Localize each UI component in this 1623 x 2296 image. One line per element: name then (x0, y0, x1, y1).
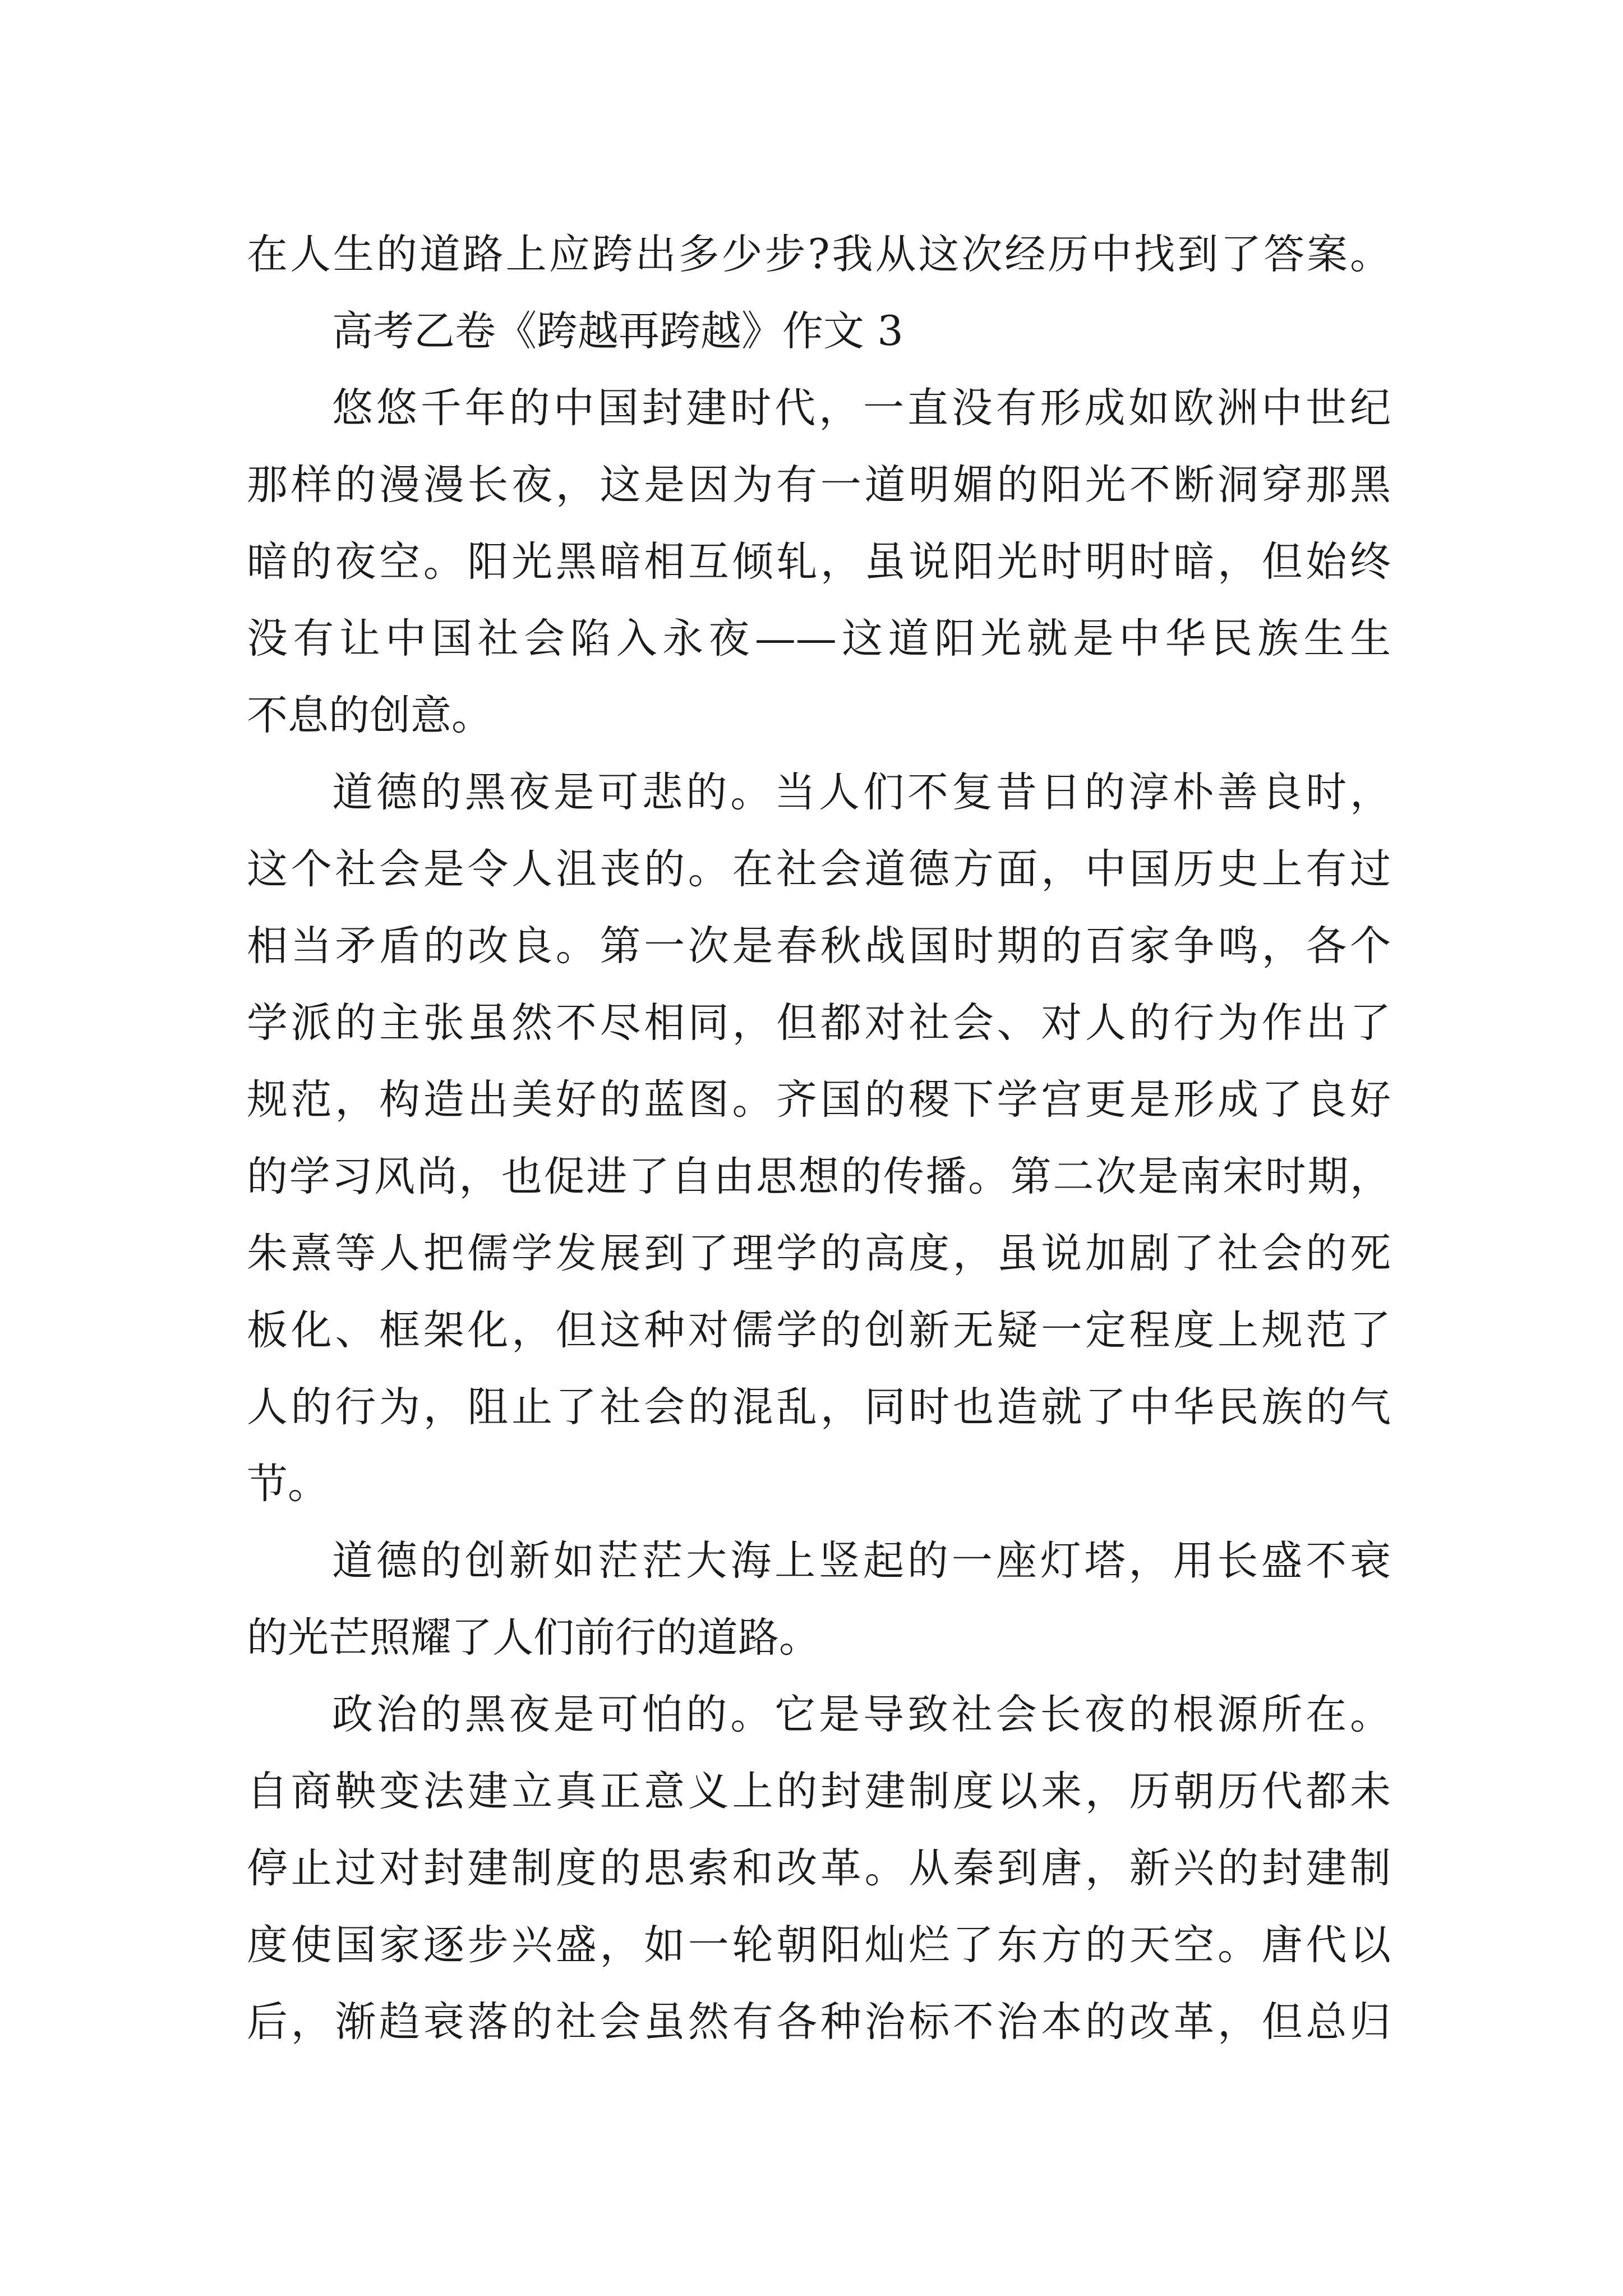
text-line: 没有让中国社会陷入永夜——这道阳光就是中华民族生生 (247, 615, 1391, 662)
text-line: 后，渐趋衰落的社会虽然有各种治标不治本的改革，但总归 (247, 1998, 1391, 2046)
text-line: 道德的黑夜是可悲的。当人们不复昔日的淳朴善良时， (332, 769, 1391, 816)
text-line: 政治的黑夜是可怕的。它是导致社会长夜的根源所在。 (332, 1691, 1391, 1738)
text-line: 停止过对封建制度的思索和改革。从秦到唐，新兴的封建制 (247, 1844, 1391, 1892)
text-line: 在人生的道路上应跨出多少步?我从这次经历中找到了答案。 (247, 231, 1391, 278)
text-line: 道德的创新如茫茫大海上竖起的一座灯塔，用长盛不衰 (332, 1537, 1391, 1585)
text-line: 暗的夜空。阳光黑暗相互倾轧，虽说阳光时明时暗，但始终 (247, 538, 1391, 586)
text-line: 悠悠千年的中国封建时代，一直没有形成如欧洲中世纪 (332, 384, 1391, 432)
text-line: 自商鞅变法建立真正意义上的封建制度以来，历朝历代都未 (247, 1768, 1391, 1815)
text-line: 相当矛盾的改良。第一次是春秋战国时期的百家争鸣，各个 (247, 922, 1391, 970)
text-line: 那样的漫漫长夜，这是因为有一道明媚的阳光不断洞穿那黑 (247, 461, 1391, 509)
text-line: 节。 (247, 1460, 329, 1508)
essay-body (247, 216, 1391, 2060)
text-line: 朱熹等人把儒学发展到了理学的高度，虽说加剧了社会的死 (247, 1230, 1391, 1277)
text-line: 度使国家逐步兴盛，如一轮朝阳灿烂了东方的天空。唐代以 (247, 1921, 1391, 1969)
text-line: 人的行为，阻止了社会的混乱，同时也造就了中华民族的气 (247, 1383, 1391, 1431)
text-line: 板化、框架化，但这种对儒学的创新无疑一定程度上规范了 (247, 1306, 1391, 1354)
text-line: 的光芒照耀了人们前行的道路。 (247, 1614, 820, 1662)
essay-title: 高考乙卷《跨越再跨越》作文 3 (332, 307, 903, 355)
text-line: 这个社会是令人沮丧的。在社会道德方面，中国历史上有过 (247, 845, 1391, 893)
text-line: 不息的创意。 (247, 692, 492, 739)
text-line: 学派的主张虽然不尽相同，但都对社会、对人的行为作出了 (247, 999, 1391, 1047)
text-line: 规范，构造出美好的蓝图。齐国的稷下学宫更是形成了良好 (247, 1076, 1391, 1124)
text-line: 的学习风尚，也促进了自由思想的传播。第二次是南宋时期， (247, 1153, 1391, 1200)
